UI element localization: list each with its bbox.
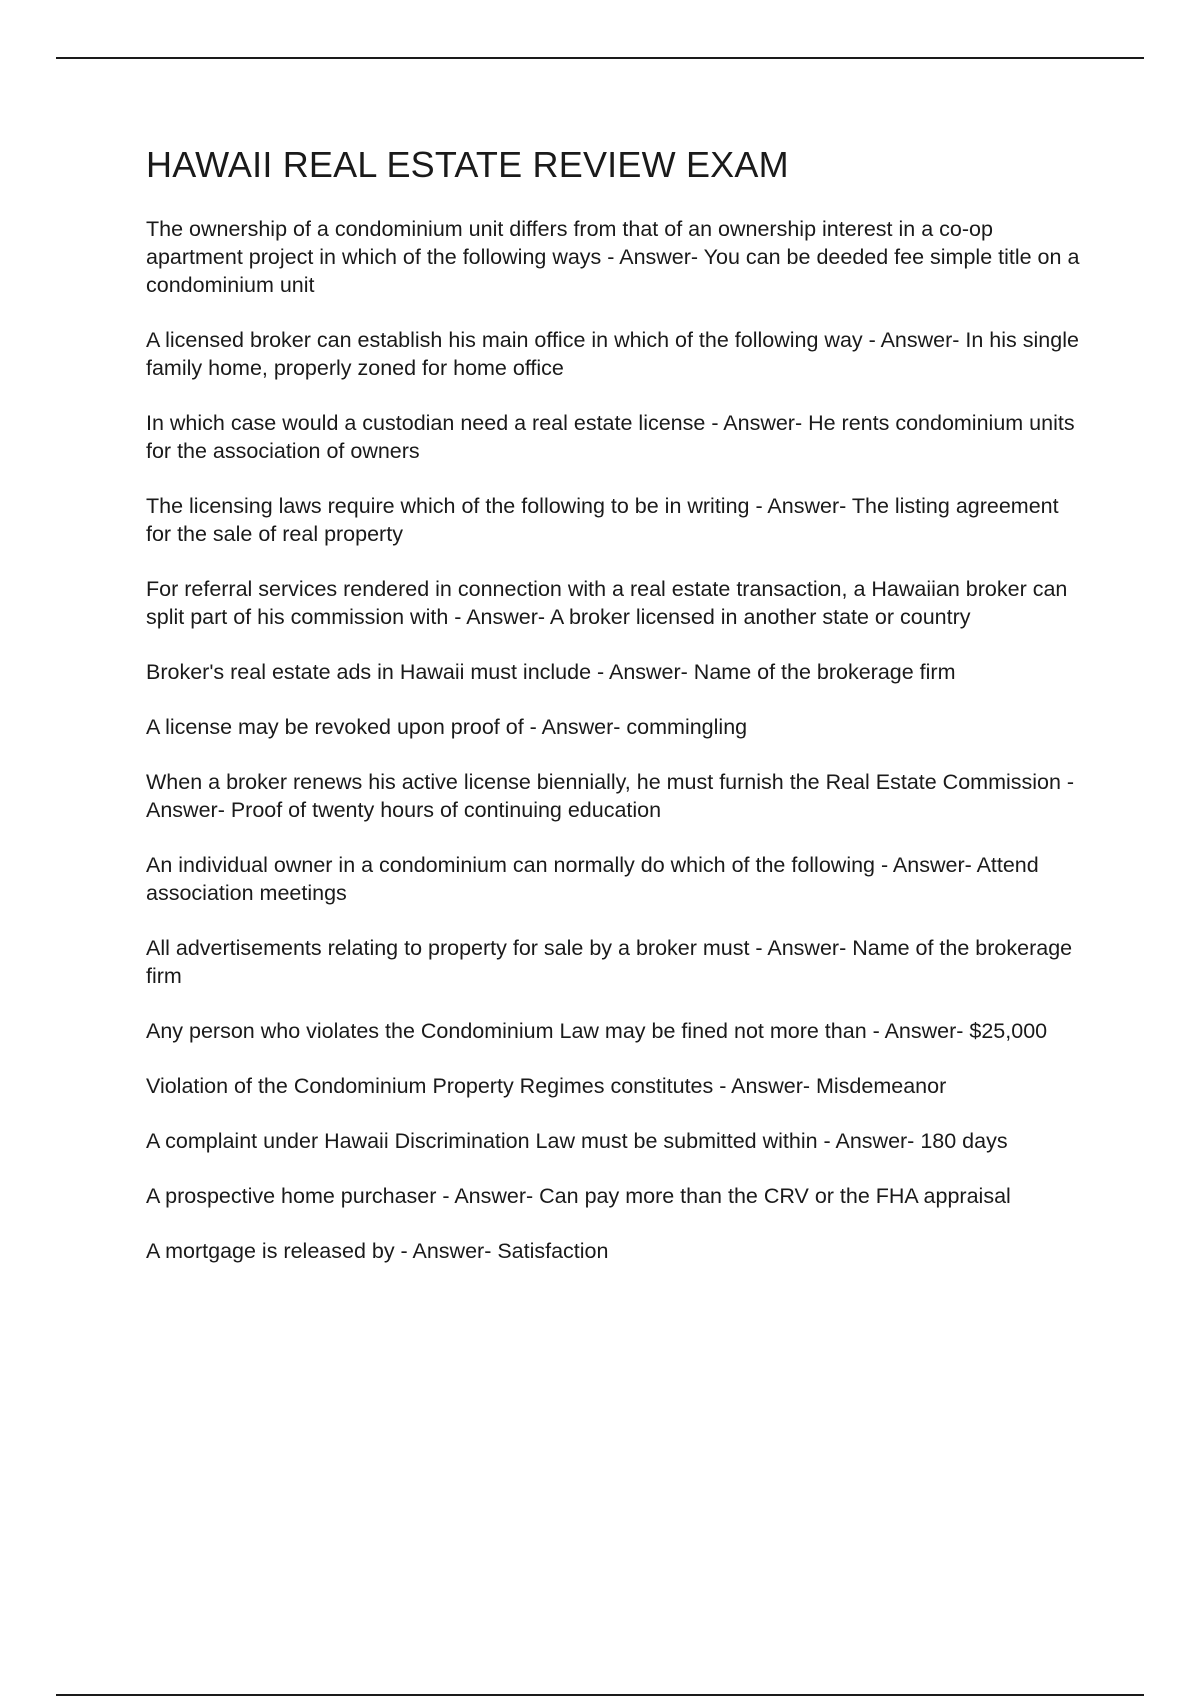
page-title: HAWAII REAL ESTATE REVIEW EXAM [146,144,789,185]
qa-item: Violation of the Condominium Property Regimes constitutes - Answer- Misdemeanor [146,1074,947,1098]
qa-item: A prospective home purchaser - Answer- Can pay more than the CRV or the FHA appraisal [146,1184,1011,1208]
qa-item: The ownership of a condominium unit differs from that of an ownership interest in a co-op apartment project in which of the following ways - Answer- You can be deeded fee simple title on a condominium unit [146,217,1080,297]
qa-item: Any person who violates the Condominium Law may be fined not more than - Answer- $25,000 [146,1019,1048,1043]
qa-item: A complaint under Hawaii Discrimination Law must be submitted within - Answer- 180 days [146,1129,1008,1153]
bottom-rule [56,1694,1144,1696]
qa-item: An individual owner in a condominium can normally do which of the following - Answer- Attend association meetings [146,853,1039,905]
qa-list [146,215,1086,1265]
qa-item: A licensed broker can establish his main office in which of the following way - Answer- In his single family home, properly zoned for home office [146,328,1079,380]
qa-item: A license may be revoked upon proof of - Answer- commingling [146,715,748,739]
document-body [146,143,1086,1292]
qa-item: A mortgage is released by - Answer- Satisfaction [146,1239,609,1263]
qa-item: All advertisements relating to property for sale by a broker must - Answer- Name of the brokerage firm [146,936,1073,988]
qa-item: Broker's real estate ads in Hawaii must include - Answer- Name of the brokerage firm [146,660,956,684]
qa-item: For referral services rendered in connection with a real estate transaction, a Hawaiian broker can split part of his commission with - Answer- A broker licensed in another state or country [146,577,1068,629]
qa-item: In which case would a custodian need a real estate license - Answer- He rents condominium units for the association of owners [146,411,1075,463]
qa-item: The licensing laws require which of the following to be in writing - Answer- The listing agreement for the sale of real property [146,494,1059,546]
qa-item: When a broker renews his active license biennially, he must furnish the Real Estate Commission - Answer- Proof of twenty hours of continuing education [146,770,1075,822]
top-rule [56,57,1144,59]
